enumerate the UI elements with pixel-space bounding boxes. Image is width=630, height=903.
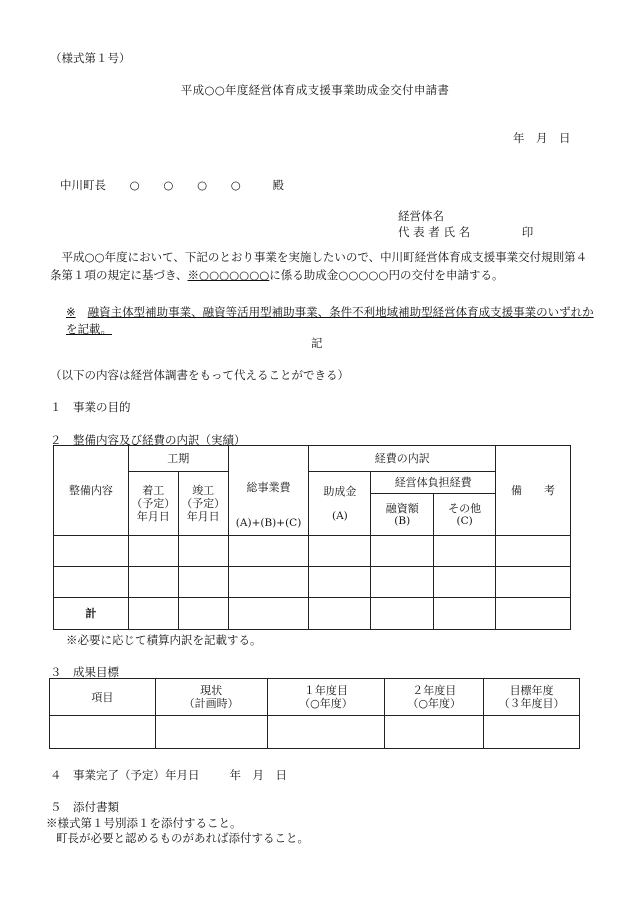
cell[interactable]	[128, 567, 178, 598]
header-subsidy-code: (A)	[332, 510, 348, 522]
expense-table-note: ※必要に応じて積算内訳を記載する。	[66, 633, 262, 647]
cell[interactable]	[228, 567, 309, 598]
cell[interactable]	[267, 716, 385, 749]
header-target	[484, 679, 580, 716]
header-year1	[267, 679, 385, 716]
header-year1-sub: （○年度）	[299, 697, 353, 710]
header-year2-sub: （○年度）	[407, 697, 462, 710]
cell[interactable]	[178, 567, 228, 598]
header-remarks: 備 考	[496, 446, 571, 536]
cell[interactable]	[178, 536, 228, 567]
header-subsidy	[309, 472, 371, 536]
header-year1-label: １年度目	[303, 684, 348, 697]
attachment-line-1: ※様式第１号別添１を添付すること。	[46, 816, 242, 830]
cell[interactable]	[54, 567, 129, 598]
body-post: に係る助成金○○○○○円の交付を申請する。	[269, 268, 504, 282]
header-other	[434, 494, 496, 536]
section-4-heading: ４ 事業完了（予定）年月日	[50, 768, 200, 782]
content-note: （以下の内容は経営体調書をもって代えることができる）	[50, 368, 349, 382]
header-start-ymd: 年月日	[136, 510, 170, 523]
expense-table	[53, 445, 571, 630]
header-loan-label: 融資額	[385, 502, 419, 515]
cell[interactable]	[484, 716, 580, 749]
cell[interactable]	[434, 567, 496, 598]
header-current-sub: （計画時）	[183, 697, 239, 710]
note-mark: ※	[66, 305, 76, 319]
header-end-label: 竣工	[192, 484, 215, 497]
header-start-date	[128, 472, 178, 536]
section-1-heading: １ 事業の目的	[50, 400, 131, 414]
header-year2	[385, 679, 484, 716]
ki-heading: 記	[311, 336, 323, 350]
section-4-line	[50, 767, 287, 783]
cell[interactable]	[385, 716, 484, 749]
header-total-formula: (A)+(B)+(C)	[235, 517, 302, 529]
header-item: 整備内容	[54, 446, 129, 536]
body-pre: 平成○○年度において、下記のとおり事業を実施したいので、中川町経営体育成支援事業交付規則第４条第１項の規定に基づき、	[50, 250, 588, 282]
cell[interactable]	[228, 598, 309, 630]
addressee-honorific: 殿	[272, 178, 284, 192]
total-row	[54, 598, 571, 630]
table-row	[50, 716, 580, 749]
cell[interactable]	[128, 598, 178, 630]
header-current-label: 現状	[200, 684, 223, 697]
cell[interactable]	[128, 536, 178, 567]
cell[interactable]	[50, 716, 156, 749]
header-item: 項目	[50, 679, 156, 716]
cell[interactable]	[228, 536, 309, 567]
header-start-label: 着工	[142, 484, 165, 497]
cell[interactable]	[54, 536, 129, 567]
application-body	[50, 248, 590, 284]
header-other-label: その他	[448, 502, 482, 515]
date-line: 年 月 日	[513, 131, 571, 145]
section-3-heading: ３ 成果目標	[50, 665, 119, 679]
header-year2-label: ２年度目	[412, 684, 457, 697]
section-2-heading: ２ 整備内容及び経費の内訳（実績）	[50, 433, 246, 447]
header-loan	[371, 494, 434, 536]
cell[interactable]	[496, 536, 571, 567]
note-text: 融資主体型補助事業、融資等活用型補助事業、条件不利地域補助型経営体育成支援事業のいずれかを記載。	[66, 305, 594, 336]
cell[interactable]	[496, 567, 571, 598]
header-current	[155, 679, 267, 716]
table-row	[54, 536, 571, 567]
header-period: 工期	[128, 446, 228, 472]
completion-date: 年 月 日	[229, 768, 287, 782]
section-5-heading: ５ 添付書類	[50, 800, 119, 814]
body-project-placeholder: ※○○○○○○○	[187, 268, 270, 282]
cell[interactable]	[178, 598, 228, 630]
header-total-label: 総事業費	[246, 481, 291, 494]
attachment-line-2: 町長が必要と認めるものがあれば添付すること。	[56, 831, 309, 845]
addressee-name-placeholder: ○	[197, 178, 208, 192]
header-breakdown: 経費の内訳	[309, 446, 496, 472]
header-end-planned: （予定）	[181, 497, 226, 510]
header-end-ymd: 年月日	[186, 510, 220, 523]
form-number-label: （様式第１号）	[50, 51, 131, 65]
cell[interactable]	[309, 536, 371, 567]
header-loan-code: (B)	[394, 515, 411, 527]
addressee-name-placeholder: ○	[230, 178, 241, 192]
addressee	[60, 177, 284, 193]
total-label: 計	[54, 598, 129, 630]
addressee-name-placeholder: ○	[129, 178, 140, 192]
table-row	[54, 567, 571, 598]
cell[interactable]	[155, 716, 267, 749]
applicant-org-label: 経営体名	[398, 209, 444, 223]
header-other-code: (C)	[456, 515, 473, 527]
document-title: 平成○○年度経営体育成支援事業助成金交付申請書	[180, 83, 450, 97]
cell[interactable]	[371, 536, 434, 567]
cell[interactable]	[371, 598, 434, 630]
cell[interactable]	[496, 598, 571, 630]
applicant-rep-line	[398, 224, 533, 240]
header-end-date	[178, 472, 228, 536]
cell[interactable]	[309, 598, 371, 630]
header-burden: 経営体負担経費	[371, 472, 496, 494]
cell[interactable]	[434, 536, 496, 567]
applicant-rep-label: 代 表 者 氏 名	[398, 225, 471, 239]
outcome-table	[49, 678, 580, 749]
cell[interactable]	[434, 598, 496, 630]
header-subsidy-label: 助成金	[323, 485, 357, 498]
cell[interactable]	[309, 567, 371, 598]
addressee-name-placeholder: ○	[163, 178, 174, 192]
cell[interactable]	[371, 567, 434, 598]
seal-mark: 印	[521, 225, 534, 239]
header-start-planned: （予定）	[131, 497, 176, 510]
header-target-label: 目標年度	[509, 684, 554, 697]
project-type-note	[66, 304, 596, 338]
header-target-sub: （３年度目）	[498, 697, 565, 710]
addressee-office: 中川町長	[60, 178, 106, 192]
header-total-cost	[228, 446, 309, 536]
